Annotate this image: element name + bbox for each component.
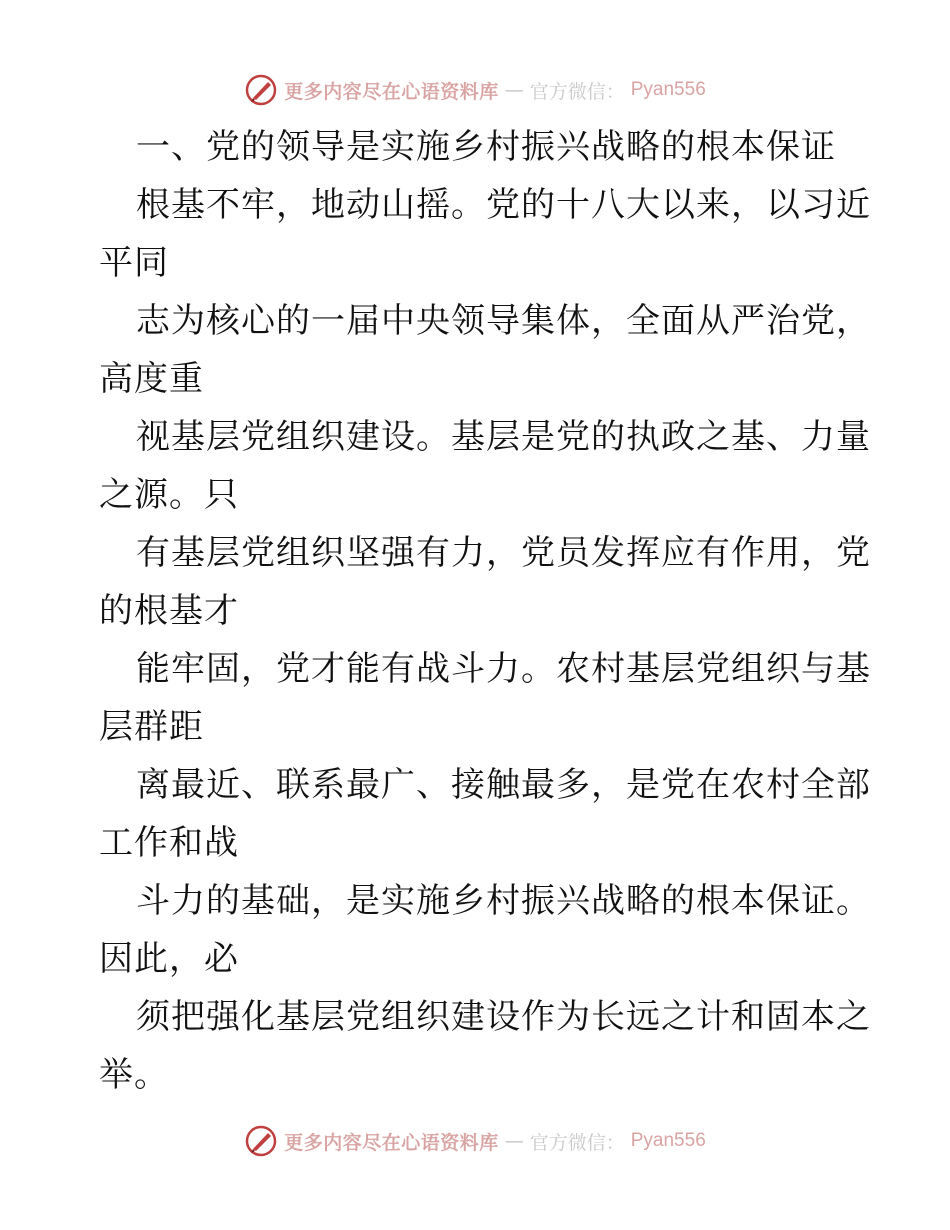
quill-pen-logo-icon bbox=[244, 73, 278, 107]
body-line: 根基不牢，地动山摇。党的十八大以来，以习近 bbox=[136, 185, 871, 225]
footer-watermark-banner bbox=[0, 1121, 950, 1161]
body-line: 举。 bbox=[99, 1055, 169, 1095]
banner-wechat-label: 官方微信： bbox=[529, 1131, 625, 1154]
body-line: 离最近、联系最广、接触最多，是党在农村全部 bbox=[136, 765, 871, 805]
body-line: 高度重 bbox=[99, 359, 204, 399]
banner-separator: — bbox=[504, 79, 524, 101]
body-line: 之源。只 bbox=[99, 475, 239, 515]
banner-brand-text: 更多内容尽在心语资料库 bbox=[284, 80, 499, 103]
body-line: 斗力的基础，是实施乡村振兴战略的根本保证。 bbox=[136, 881, 871, 921]
section-heading: 一、党的领导是实施乡村振兴战略的根本保证 bbox=[136, 127, 836, 167]
body-line: 能牢固，党才能有战斗力。农村基层党组织与基 bbox=[136, 649, 871, 689]
body-line: 志为核心的一届中央领导集体，全面从严治党， bbox=[136, 301, 871, 341]
body-line: 的根基才 bbox=[99, 591, 239, 631]
header-watermark-banner bbox=[0, 70, 950, 110]
body-line: 视基层党组织建设。基层是党的执政之基、力量 bbox=[136, 417, 871, 457]
body-line: 平同 bbox=[99, 243, 169, 283]
body-line: 须把强化基层党组织建设作为长远之计和固本之 bbox=[136, 997, 871, 1037]
body-line: 因此，必 bbox=[99, 939, 239, 979]
banner-brand-text: 更多内容尽在心语资料库 bbox=[284, 1131, 499, 1154]
quill-pen-logo-icon bbox=[244, 1124, 278, 1158]
banner-wechat-label: 官方微信： bbox=[529, 80, 625, 103]
banner-wechat-id: Pyan556 bbox=[630, 1130, 706, 1151]
body-line: 层群距 bbox=[99, 707, 204, 747]
body-line: 工作和战 bbox=[99, 823, 239, 863]
banner-separator: — bbox=[504, 1130, 524, 1152]
body-line: 有基层党组织坚强有力，党员发挥应有作用，党 bbox=[136, 533, 871, 573]
banner-wechat-id: Pyan556 bbox=[630, 79, 706, 100]
